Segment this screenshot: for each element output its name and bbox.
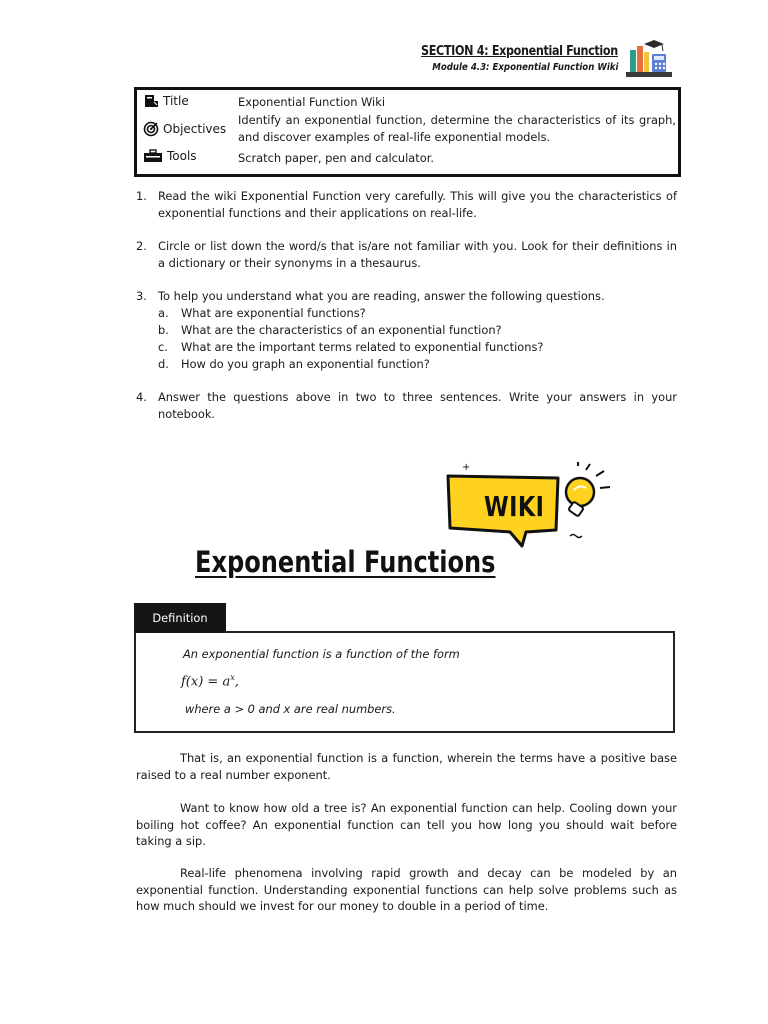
formula-lhs: f(x) = a xyxy=(181,674,231,690)
sub-text: What are exponential functions? xyxy=(181,306,366,320)
instruction-text: Answer the questions above in two to three sentences. Write your answers in your notebook. xyxy=(158,390,677,421)
definition-condition: where a > 0 and x are real numbers. xyxy=(185,702,396,716)
formula-exponent: x xyxy=(230,673,235,682)
instruction-number: 3. xyxy=(136,289,147,303)
wiki-badge-label: WIKI xyxy=(484,490,545,523)
body-paragraph: Real-life phenomena involving rapid growth and decay can be modeled by an exponential function. Understanding exponential functions can help solve problems such as how much should we invest for our money to double in a period of time. xyxy=(136,866,677,913)
body-paragraph: That is, an exponential function is a function, wherein the terms have a positive base raised to a real number exponent. xyxy=(136,751,677,782)
sub-letter: c. xyxy=(158,340,168,354)
definition-line: An exponential function is a function of the form xyxy=(183,647,460,661)
instruction-number: 4. xyxy=(136,390,147,404)
sub-question xyxy=(158,305,677,322)
toolbox-icon xyxy=(143,149,163,163)
definition-formula xyxy=(181,673,239,689)
objectives-value: Identify an exponential function, determine the characteristics of its graph, and discover examples of real-life exponential models. xyxy=(238,113,676,144)
target-icon xyxy=(143,121,159,137)
title-value: Exponential Function Wiki xyxy=(238,95,385,109)
svg-text:+: + xyxy=(462,462,471,473)
title-label-text: Title xyxy=(163,94,189,108)
instruction-number: 1. xyxy=(136,189,147,203)
info-row-objectives xyxy=(137,112,678,148)
instruction-item xyxy=(136,238,677,272)
info-row-tools xyxy=(137,149,678,167)
info-label-tools xyxy=(143,149,197,163)
info-table xyxy=(134,87,681,177)
sub-letter: d. xyxy=(158,357,169,371)
info-label-objectives xyxy=(143,121,226,137)
tools-value: Scratch paper, pen and calculator. xyxy=(238,151,434,165)
sub-text: What are the important terms related to exponential functions? xyxy=(181,340,544,354)
instruction-item xyxy=(136,389,677,423)
instruction-text: Read the wiki Exponential Function very carefully. This will give you the characteristics of exponential functions and their applications on real-life. xyxy=(158,189,677,220)
info-row-title xyxy=(137,93,678,111)
tools-label-text: Tools xyxy=(167,149,197,163)
info-label-title xyxy=(143,93,189,109)
formula-tail: , xyxy=(234,674,239,690)
sub-text: What are the characteristics of an exponential function? xyxy=(181,323,502,337)
body-paragraph: Want to know how old a tree is? An exponential function can help. Cooling down your boiling hot coffee? An exponential function can tell you how long you should wait before taking a sip. xyxy=(136,801,677,848)
instructions-list xyxy=(136,188,677,439)
instruction-text: To help you understand what you are reading, answer the following questions. xyxy=(158,289,605,303)
module-title: Module 4.3: Exponential Function Wiki xyxy=(431,62,618,73)
books-calculator-icon xyxy=(624,38,676,80)
instruction-number: 2. xyxy=(136,239,147,253)
instruction-item xyxy=(136,188,677,222)
sub-letter: a. xyxy=(158,306,169,320)
book-icon xyxy=(143,93,159,109)
sub-question xyxy=(158,356,677,373)
definition-tab: Definition xyxy=(134,603,226,633)
sub-text: How do you graph an exponential function? xyxy=(181,357,430,371)
instruction-text: Circle or list down the word/s that is/are not familiar with you. Look for their definitions in a dictionary or their synonyms in a thesaurus. xyxy=(158,239,677,270)
section-title: SECTION 4: Exponential Function xyxy=(421,44,618,59)
sub-question xyxy=(158,339,677,356)
sub-letter: b. xyxy=(158,323,169,337)
instruction-item xyxy=(136,288,677,373)
sub-question xyxy=(158,322,677,339)
objectives-label-text: Objectives xyxy=(163,122,227,136)
page-title: Exponential Functions xyxy=(195,545,496,579)
definition-box xyxy=(134,631,675,733)
